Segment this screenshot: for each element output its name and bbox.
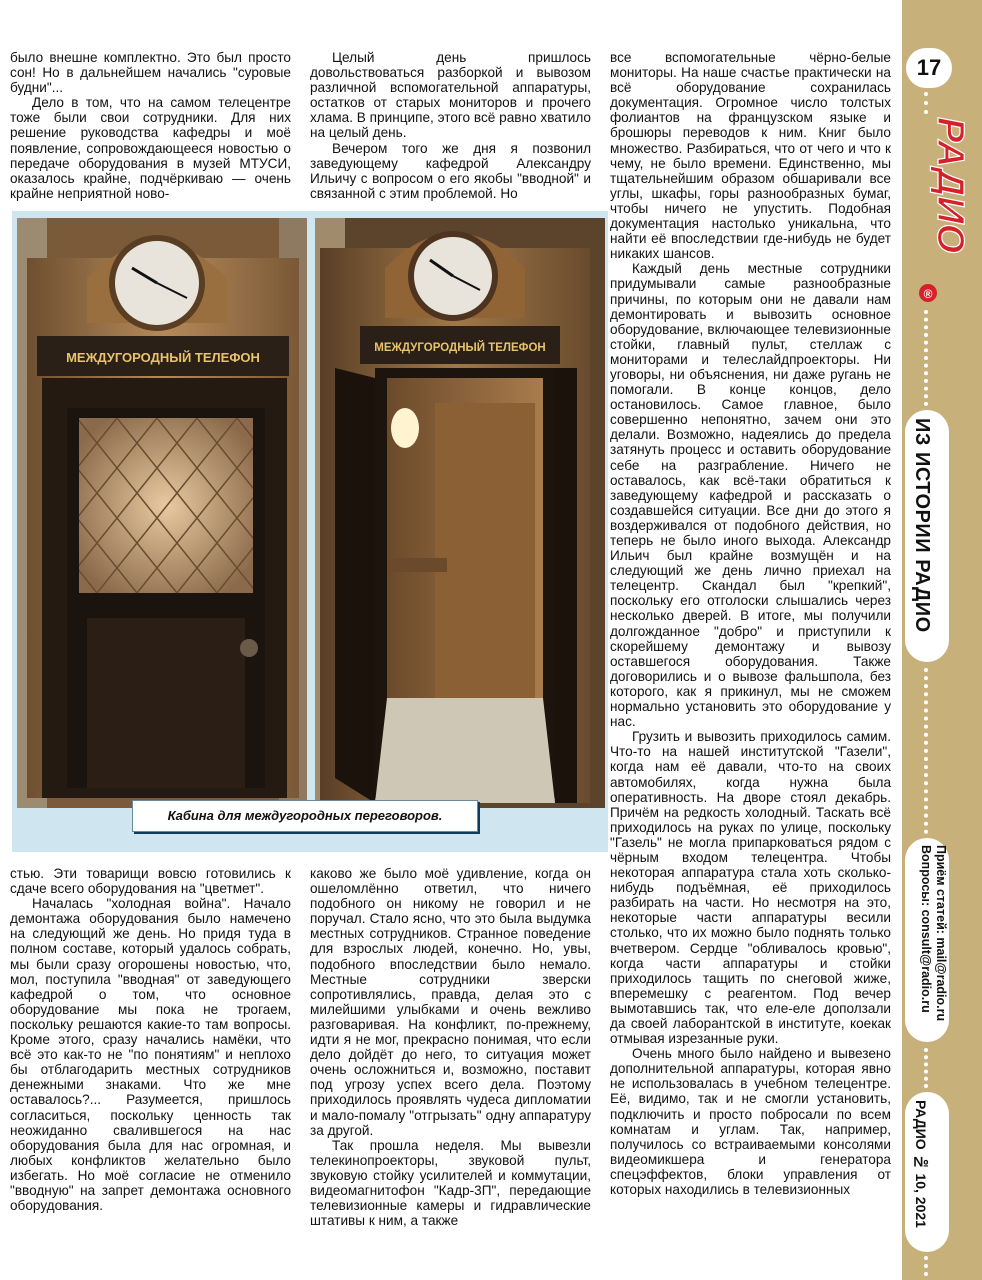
paragraph: стью. Эти товарищи вовсю готовились к сдаче всего оборудования на "цветмет".: [10, 866, 291, 897]
contact-block: [918, 845, 948, 1021]
sign-text: МЕЖДУГОРОДНЫЙ ТЕЛЕФОН: [66, 350, 260, 365]
contact-articles: Приём статей: mail@radio.ru: [934, 845, 948, 1022]
paragraph: Очень много было найдено и вывезено дополнительной аппаратуры, которая явно не использовалась в учебном телецентре. Её, видимо, так и не смогли установить, подключить и просто побросали по всем комнатам и углам. Так, например, получилось со встраиваемыми консолями видеомикшера и генератора спецэффектов, блоки управления от которых находились в телевизионных: [610, 1046, 891, 1198]
issue-label: РАДИО № 10, 2021: [913, 1100, 929, 1228]
paragraph: все вспомогательные чёрно-белые мониторы. На наше счастье практически на всё оборудование сохранилась документация. Огромное число толстых фолиантов на французском языке и брошюры переводов к ним. Книг было множество. Разбираться, что от чего и что к чему, не было времени. Единственно, мы тщательнейшим образом обшаривали все углы, шкафы, горы разнообразных бумаг, чтобы ничего не упустить. Подобная документация настолько уникальна, что найти её впоследствии где-нибудь не будет никаких шансов.: [610, 50, 891, 262]
dotted-divider: [924, 668, 932, 834]
registered-icon: ®: [923, 287, 933, 301]
radio-logo: [904, 115, 971, 305]
radio-logo-text: РАДИО: [929, 117, 971, 254]
rubric-title: ИЗ ИСТОРИИ РАДИО: [911, 418, 933, 633]
paragraph: Так прошла неделя. Мы вывезли телекинопроекторы, звуковой пульт, звуковую стойку усилителей и коммутации, видеомагнитофон "Кадр-3П", передающие телевизионные камеры и гидравлические штативы к ним, а также: [310, 1137, 591, 1229]
dotted-divider: [924, 1048, 932, 1088]
paragraph: Дело в том, что на самом телецентре тоже были свои сотрудники. Для них решение руководства кафедры и моё появление, сопровождающееся новостью о передаче оборудования в музей МТУСИ, оказалось крайне, подчёркиваю — очень крайне неприятной ново-: [10, 95, 291, 201]
dotted-divider: [924, 92, 932, 114]
paragraph: Целый день пришлось довольствоваться разборкой и вывозом различной вспомогательной аппаратуры, остатков от старых мониторов и прочего хлама. В принципе, этого всё равно хватило на целый день.: [310, 50, 591, 141]
paragraph: Началась "холодная война". Начало демонтажа оборудования было намечено на следующий же день. Но придя туда в полном составе, который удалось собрать, мы были сразу огорошены новостью, что, мол, поступила "вводная" от заведующего кафедрой о том, что основное оборудование мы пока не трогаем, поскольку решаются какие-то там вопросы. Кроме этого, сразу начались намёки, что всё это как-то не "по понятиям" и неплохо бы отблагодарить местных сотрудников денежными знаками. Что же мне оставалось?... Разумеется, пришлось согласиться, поскольку ценность так неожиданно свалившегося на нас оборудования была для нас огромная, и любых конфликтов желательно было избегать. Но моё согласие не отменило "вводную" на запрет демонтажа основного оборудования.: [10, 896, 291, 1214]
photo-frame: [12, 211, 608, 852]
photo-caption: Кабина для междугородных переговоров.: [132, 800, 478, 832]
photo-booth-closed: [17, 218, 307, 808]
dotted-divider: [924, 1256, 932, 1276]
article-column-2-bottom: [310, 866, 591, 1228]
page-number: 17: [906, 48, 952, 88]
article-column-1-bottom: [10, 866, 291, 1213]
paragraph: Каждый день местные сотрудники придумывали самые разнообразные причины, по которым они не давали нам демонтировать и вывозить основное оборудование, включающее телевизионные стойки, главный пульт, стеллаж с мониторами и телеслайдпроекторы. Ни уговоры, ни объяснения, ни даже ругань не помогали. В конце концов, дело остановилось. Самое главное, было совершенно непонятно, зачем они это делали. Возможно, надеялись до предела затянуть процесс и оставить оборудование себе на разграбление. Ничего не оставалось, как всё-таки обратиться к заведующему кафедрой и рассказать о создавшейся ситуации. Все дни до этого я воздерживался от подобного действия, но теперь не было иного выхода. Александр Ильич был крайне возмущён и на следующий же день лично приехал на телецентр. Скандал был "крепкий", поскольку его отголоски слышались через несколько дверей. В итоге, мы получили долгожданное "добро" и приступили к скорейшему демонтажу и вывозу оставшегося оборудования. Также договорились и о вывозе фальшпола, без которого, как я прикинул, мы не сможем нормально установить это оборудование у нас.: [610, 261, 891, 730]
paragraph: Грузить и вывозить приходилось самим. Что-то на нашей институтской "Газели", когда нам её давали, что-то на своих автомобилях, когда нужна была оперативность. На дворе стоял декабрь. Причём на редкость холодный. Таскать всё приходилось на руках по улице, поскольку "Газель" не могла припарковаться рядом с чёрным входом телецентра. Чтобы некоторая аппаратура стала хоть сколько-нибудь подъёмная, её приходилось разбирать на части. Но несмотря на это, некоторые части аппаратуры весили столько, что их можно было поднять только вчетвером. Сердце "обливалось кровью", когда части аппаратуры и стойки приходилось тащить по снеговой жиже, вперемешку с реагентом. Под вечер вымотавшись так, что еле-еле доползали да своей лаборантской в институте, коекак отмывая изрезанные руки.: [610, 729, 891, 1047]
dotted-divider: [924, 310, 932, 406]
article-column-1-top: [10, 50, 291, 201]
article-column-2-top: [310, 50, 591, 201]
paragraph: Вечером того же дня я позвонил заведующему кафедрой Александру Ильичу с вопросом о его якобы "вводной" и связанной с этим проблемой. Но: [310, 140, 591, 201]
sign-text-2: МЕЖДУГОРОДНЫЙ ТЕЛЕФОН: [374, 342, 546, 354]
paragraph: каково же было моё удивление, когда он ошеломлённо ответил, что ничего подобного он никому не говорил и не поручал. Стало ясно, что это была выдумка местных сотрудников. Странное поведение для взрослых людей, конечно. Но, увы, подобного впоследствии было немало. Местные сотрудники зверски сопротивлялись, правда, делая это с милейшими улыбками и очень вежливо разговаривая. На конфликт, по-прежнему, идти я не мог, прекрасно понимая, что если дело дойдёт до него, то ситуация может очень осложниться и, возможно, поставит под угрозу успех всего дела. Поэтому приходилось проявлять чудеса дипломатии и мало-помалу "отгрызать" одну аппаратуру за другой.: [310, 866, 591, 1138]
contact-questions: Вопросы: consult@radio.ru: [919, 845, 933, 1013]
article-column-3: [610, 50, 891, 1197]
photo-booth-open: [315, 218, 605, 808]
paragraph: было внешне комплектно. Это был просто сон! Но в дальнейшем начались "суровые будни"...: [10, 50, 291, 96]
